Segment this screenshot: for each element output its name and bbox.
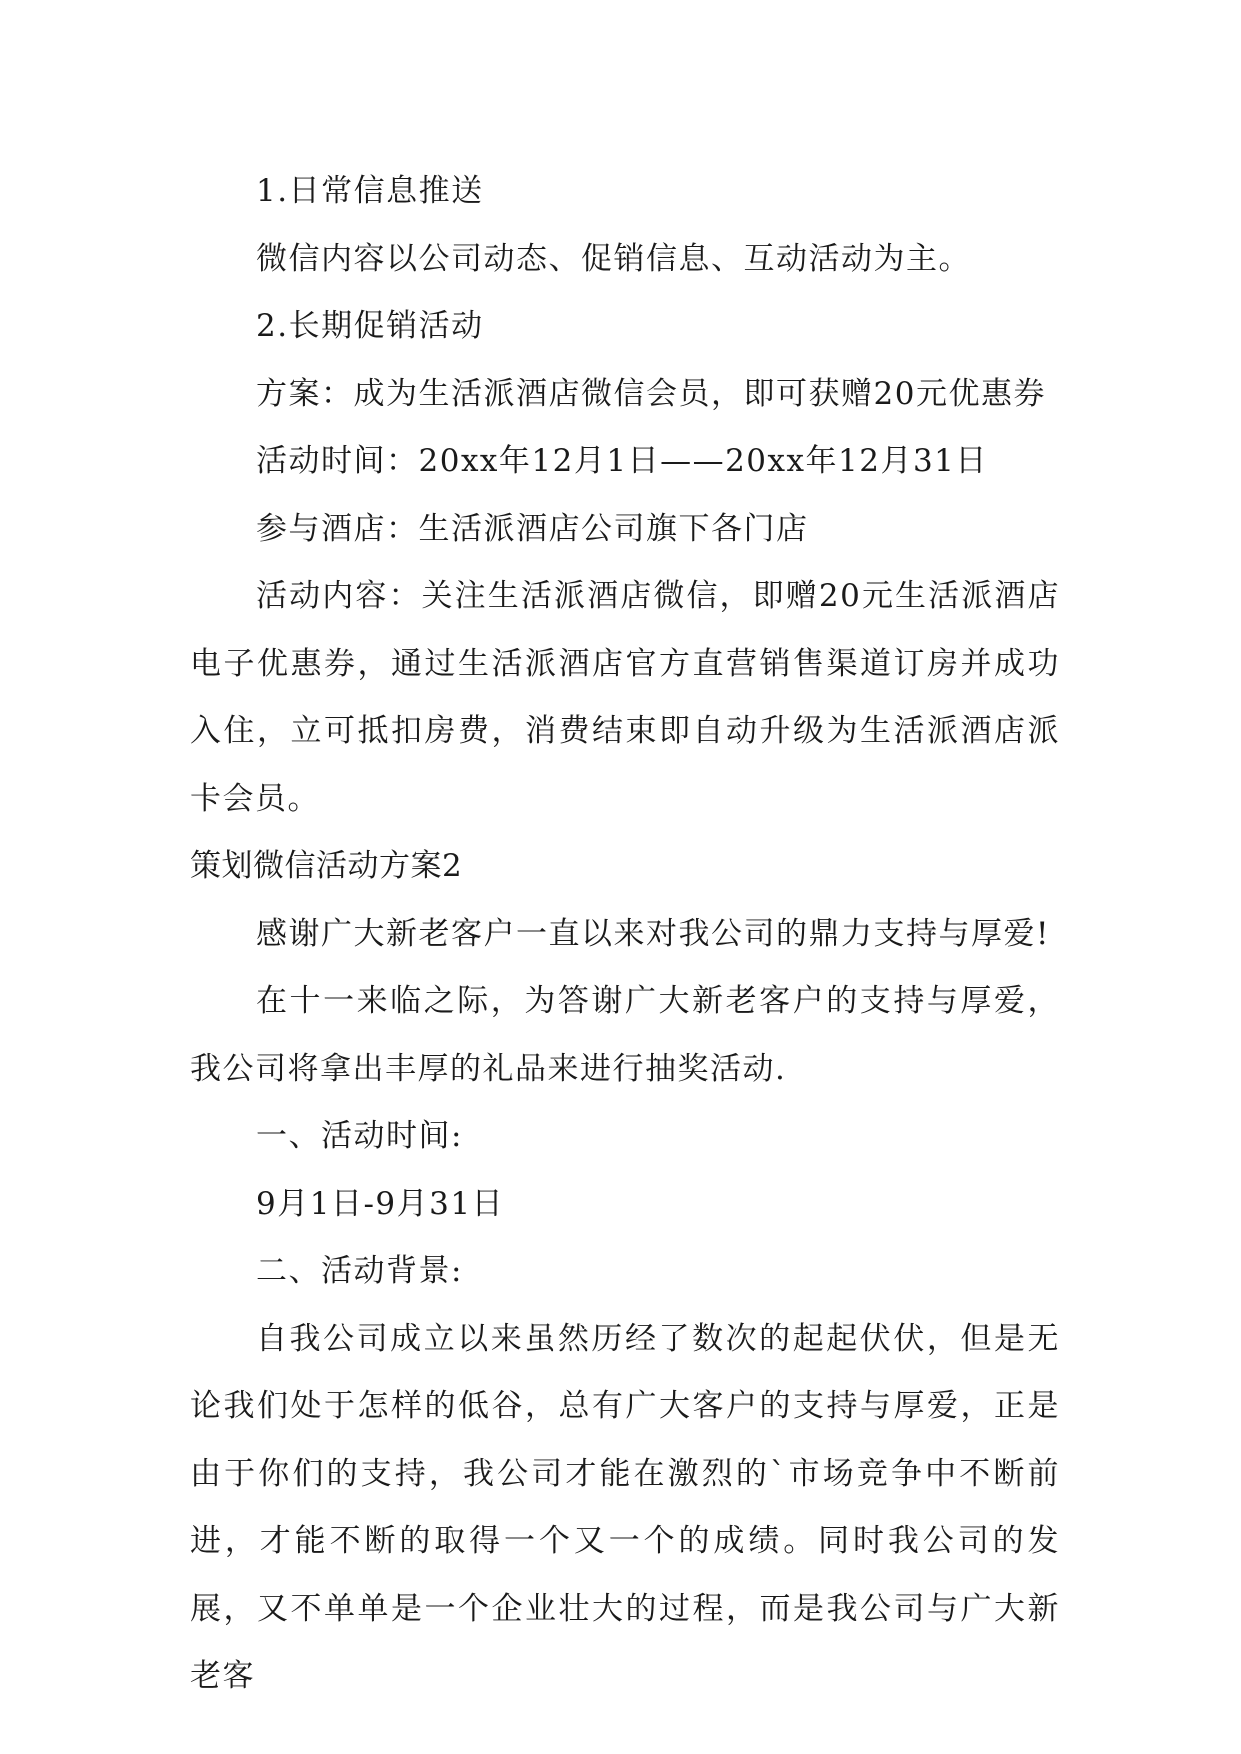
paragraph-background: 自我公司成立以来虽然历经了数次的起起伏伏，但是无论我们处于怎样的低谷，总有广大客户的支持与厚爱，正是由于你们的支持，我公司才能在激烈的`市场竞争中不断前进，才能不断的取得一个又一个的成绩。同时我公司的发展，又不单单是一个企业壮大的过程，而是我公司与广大新老客 [190,1320,1060,1694]
paragraph-date-range: 9月1日-9月31日 [256,1185,505,1222]
paragraph-intro: 在十一来临之际，为答谢广大新老客户的支持与厚爱，我公司将拿出丰厚的礼品来进行抽奖活动. [190,983,1060,1087]
paragraph-activity-time: 活动时间：20xx年12月1日——20xx年12月31日 [256,443,988,479]
paragraph-activity-content: 活动内容：关注生活派酒店微信，即赠20元生活派酒店电子优惠券，通过生活派酒店官方直营销售渠道订房并成功入住，立可抵扣房费，消费结束即自动升级为生活派酒店派卡会员。 [190,578,1060,817]
paragraph-participating-hotels: 参与酒店：生活派酒店公司旗下各门店 [256,510,809,547]
paragraph-thanks: 感谢广大新老客户一直以来对我公司的鼎力支持与厚爱! [256,915,1050,952]
section-heading: 策划微信活动方案2 [190,848,463,884]
list-item-daily-push: 1.日常信息推送 [256,173,484,209]
list-item-long-term-promo: 2.长期促销活动 [256,308,484,344]
document-body [190,158,1060,1711]
section-title-background: 二、活动背景: [256,1253,463,1289]
paragraph-plan: 方案：成为生活派酒店微信会员，即可获赠20元优惠券 [256,375,1046,412]
paragraph-wechat-content: 微信内容以公司动态、促销信息、互动活动为主。 [256,240,971,277]
section-title-time: 一、活动时间: [256,1118,463,1154]
